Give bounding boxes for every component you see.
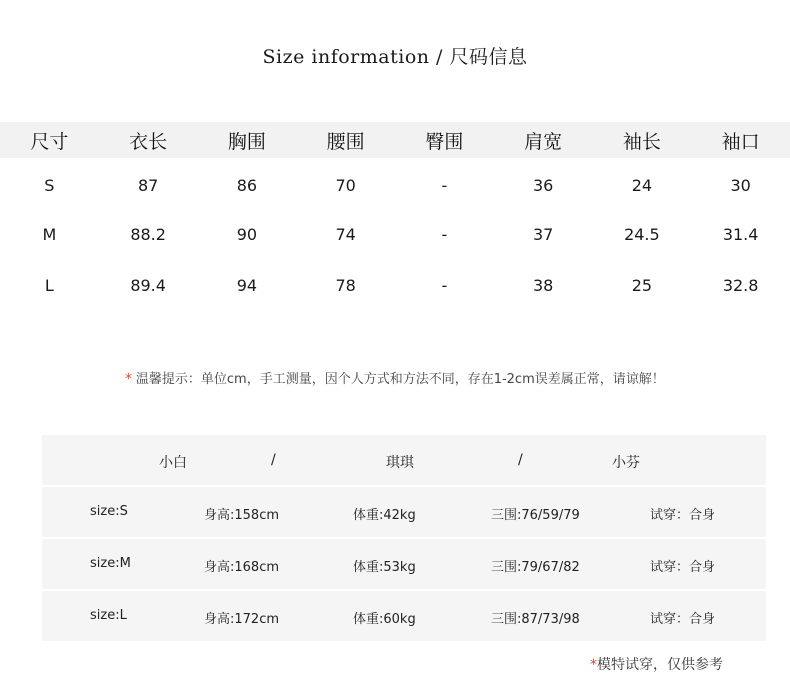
model-row-s [42, 487, 766, 537]
header-waist: 腰围 [326, 130, 365, 153]
table-cell: 31.4 [722, 225, 759, 244]
table-cell: 38 [532, 276, 554, 295]
note-asterisk: * [125, 372, 132, 387]
table-cell: 25 [631, 276, 653, 295]
size-table-header-row [0, 122, 790, 158]
model-footnote [590, 654, 723, 674]
size-table [0, 122, 790, 311]
header-shoulder: 肩宽 [524, 130, 563, 153]
model-height: 身高:158cm [204, 508, 280, 523]
table-cell: L [44, 276, 54, 295]
model-size: size:M [90, 556, 131, 571]
table-cell: S [44, 176, 55, 195]
table-cell: 90 [236, 225, 258, 244]
table-cell: - [441, 225, 448, 244]
table-cell: 74 [335, 225, 356, 244]
model-size: size:L [90, 608, 127, 623]
footnote-asterisk: * [590, 657, 597, 673]
model-measurements: 三围:87/73/98 [491, 612, 580, 627]
model-size: size:S [90, 504, 128, 519]
header-length: 衣长 [129, 130, 168, 153]
table-cell: - [441, 176, 448, 195]
model-name-xiaobai: 小白 [159, 455, 187, 471]
model-name-separator: / [271, 452, 276, 468]
table-cell: 70 [335, 176, 356, 195]
note-text: 温馨提示：单位cm，手工测量，因个人方式和方法不同，存在1-2cm误差属正常，请谅解！ [131, 372, 665, 387]
table-cell: 36 [532, 176, 554, 195]
page-title: Size information / 尺码信息 [262, 46, 528, 68]
table-cell: 37 [532, 225, 554, 244]
model-fit: 试穿：合身 [650, 508, 716, 523]
model-weight: 体重:42kg [353, 508, 416, 523]
model-name-separator: / [518, 452, 523, 468]
model-height: 身高:172cm [204, 612, 280, 627]
header-sleeve-length: 袖长 [622, 130, 661, 153]
model-fit: 试穿：合身 [650, 612, 716, 627]
measurement-note [0, 368, 790, 387]
model-weight: 体重:60kg [353, 612, 416, 627]
table-row [0, 260, 790, 311]
table-cell: M [42, 225, 57, 244]
header-hip: 臀围 [425, 130, 464, 153]
model-row-l [42, 591, 766, 641]
header-bust: 胸围 [227, 130, 266, 153]
table-row [0, 209, 790, 260]
model-name-xiaofen: 小芬 [612, 455, 640, 471]
model-names-header [42, 435, 766, 485]
table-cell: 94 [236, 276, 258, 295]
table-cell: 78 [335, 276, 356, 295]
table-row [0, 158, 790, 209]
model-measurements: 三围:79/67/82 [491, 560, 580, 575]
table-cell: 32.8 [722, 276, 759, 295]
table-cell: 24.5 [624, 225, 660, 244]
header-size: 尺寸 [30, 130, 69, 153]
table-cell: 30 [730, 176, 751, 195]
table-cell: 87 [137, 176, 159, 195]
model-name-qiqi: 琪琪 [386, 455, 414, 471]
table-cell: 24 [631, 176, 653, 195]
table-cell: - [441, 276, 448, 295]
header-cuff: 袖口 [721, 130, 760, 153]
table-cell: 86 [236, 176, 258, 195]
model-measurements: 三围:76/59/79 [491, 508, 580, 523]
model-fit: 试穿：合身 [650, 560, 716, 575]
model-fit-panel [42, 435, 766, 641]
table-cell: 89.4 [130, 276, 166, 295]
model-height: 身高:168cm [204, 560, 280, 575]
model-row-m [42, 539, 766, 589]
footnote-text: 模特试穿，仅供参考 [597, 657, 723, 673]
table-cell: 88.2 [130, 225, 166, 244]
model-weight: 体重:53kg [353, 560, 416, 575]
